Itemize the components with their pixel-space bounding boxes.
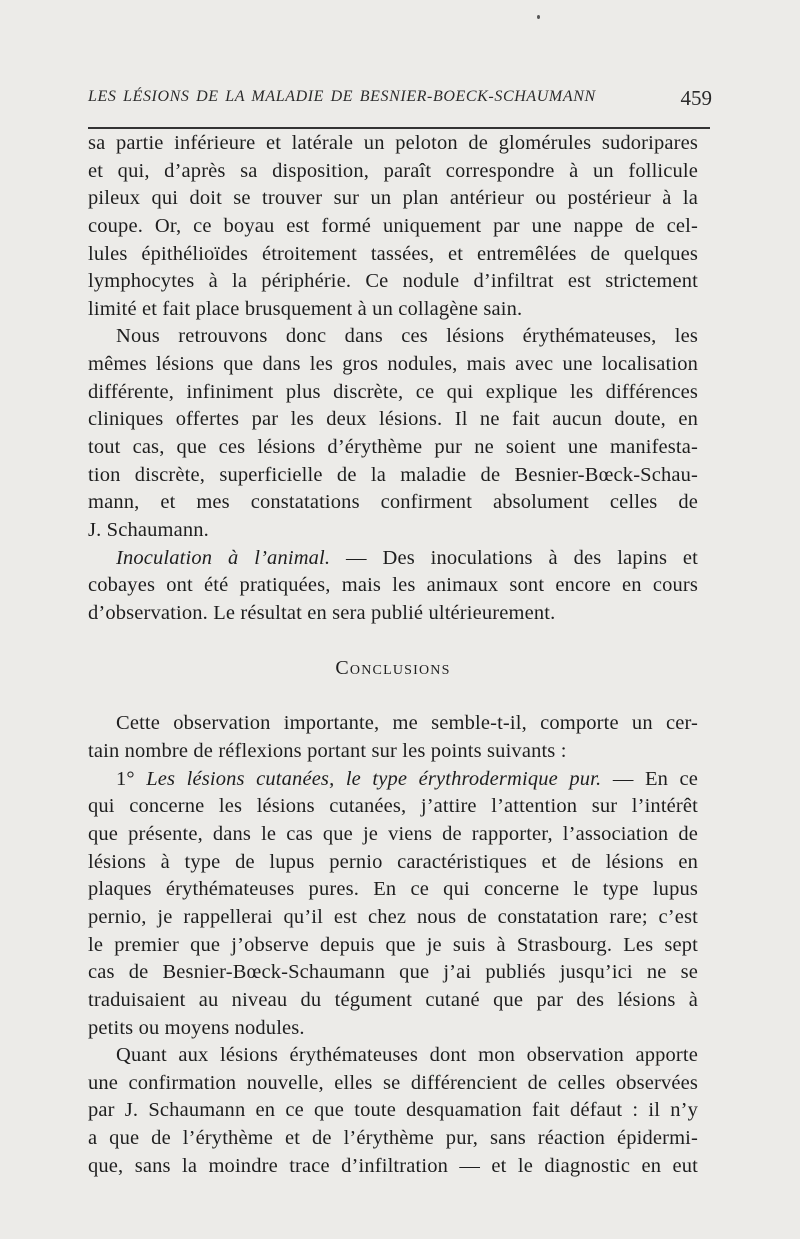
text-line: pileux qui doit se trouver sur un plan antérieur ou postérieur à la: [88, 187, 698, 210]
text-line: le premier que j’observe depuis que je suis à Strasbourg. Les sept: [88, 933, 698, 956]
ink-speck: [537, 15, 540, 19]
text-line: J. Schaumann.: [88, 518, 209, 541]
item-number: 1°: [116, 767, 135, 790]
section-title-inoculation: Inoculation à l’animal.: [116, 546, 331, 569]
text-line: tain nombre de réflexions portant sur les points suivants :: [88, 740, 567, 763]
text-line: cliniques offertes par les deux lésions. Il ne fait aucun doute, en: [88, 408, 698, 431]
text-line: mann, et mes constatations confirment absolument celles de: [88, 491, 698, 514]
text-line: différente, infiniment plus discrète, ce qui explique les différences: [88, 380, 698, 403]
text-line: cas de Besnier-Bœck-Schaumann que j’ai publiés jusqu’ici ne se: [88, 961, 698, 984]
text-run: — Des inoculations à des lapins et: [330, 546, 699, 569]
text-line: coupe. Or, ce boyau est formé uniquement par une nappe de cel-: [88, 214, 698, 237]
spacer: [88, 683, 698, 711]
text-line: a que de l’érythème et de l’érythème pur, sans réaction épidermi-: [88, 1127, 698, 1150]
text-line: pernio, je rappellerai qu’il est chez nous de constatation rare; c’est: [88, 905, 698, 928]
text-line: lymphocytes à la périphérie. Ce nodule d’infiltrat est strictement: [88, 270, 698, 293]
text-line: d’observation. Le résultat en sera publié ultérieurement.: [88, 601, 556, 624]
text-line: mêmes lésions que dans les gros nodules, mais avec une localisation: [88, 353, 698, 376]
text-line: lésions à type de lupus pernio caractéristiques et de lésions en: [88, 850, 698, 873]
text-line: Nous retrouvons donc dans ces lésions érythémateuses, les: [116, 325, 698, 348]
text-line: [88, 545, 698, 573]
section-title-cutaneous: Les lésions cutanées, le type érythrodermique pur.: [146, 767, 602, 790]
text-line: limité et fait place brusquement à un collagène sain.: [88, 297, 523, 320]
text-line: une confirmation nouvelle, elles se différencient de celles observées: [88, 1071, 698, 1094]
running-title: LES LÉSIONS DE LA MALADIE DE BESNIER-BOECK-SCHAUMANN: [88, 88, 596, 105]
text-run: — En ce: [601, 767, 699, 790]
text-line: sa partie inférieure et latérale un peloton de glomérules sudoripares: [88, 132, 698, 154]
text-line: Cette observation importante, me semble-t-il, comporte un cer-: [116, 712, 698, 735]
text-line: traduisaient au niveau du tégument cutané que par des lésions à: [88, 988, 698, 1011]
section-heading-conclusions: Conclusions: [335, 657, 451, 680]
body-text: [88, 130, 698, 1180]
text-line: [88, 766, 698, 794]
header-rule: [88, 127, 710, 129]
text-line: qui concerne les lésions cutanées, j’attire l’attention sur l’intérêt: [88, 795, 698, 818]
text-line: petits ou moyens nodules.: [88, 1016, 305, 1039]
text-line: Quant aux lésions érythémateuses dont mon observation apporte: [116, 1044, 698, 1067]
text-line: cobayes ont été pratiquées, mais les animaux sont encore en cours: [88, 574, 698, 597]
text-line: plaques érythémateuses pures. En ce qui concerne le type lupus: [88, 878, 698, 901]
page-number: 459: [680, 86, 712, 110]
text-line: et qui, d’après sa disposition, paraît correspondre à un follicule: [88, 159, 698, 182]
text-line: que présente, dans le cas que je viens de rapporter, l’association de: [88, 823, 698, 846]
text-line: tout cas, que ces lésions d’érythème pur ne soient une manifesta-: [88, 436, 698, 459]
text-line: lules épithélioïdes étroitement tassées, et entremêlées de quelques: [88, 242, 698, 265]
text-line: tion discrète, superficielle de la maladie de Besnier-Bœck-Schau-: [88, 463, 698, 486]
spacer: [88, 628, 698, 656]
text-line: que, sans la moindre trace d’infiltration — et le diagnostic en eut: [88, 1154, 698, 1177]
running-header: [88, 84, 712, 114]
text-line: par J. Schaumann en ce que toute desquamation fait défaut : il n’y: [88, 1099, 698, 1122]
